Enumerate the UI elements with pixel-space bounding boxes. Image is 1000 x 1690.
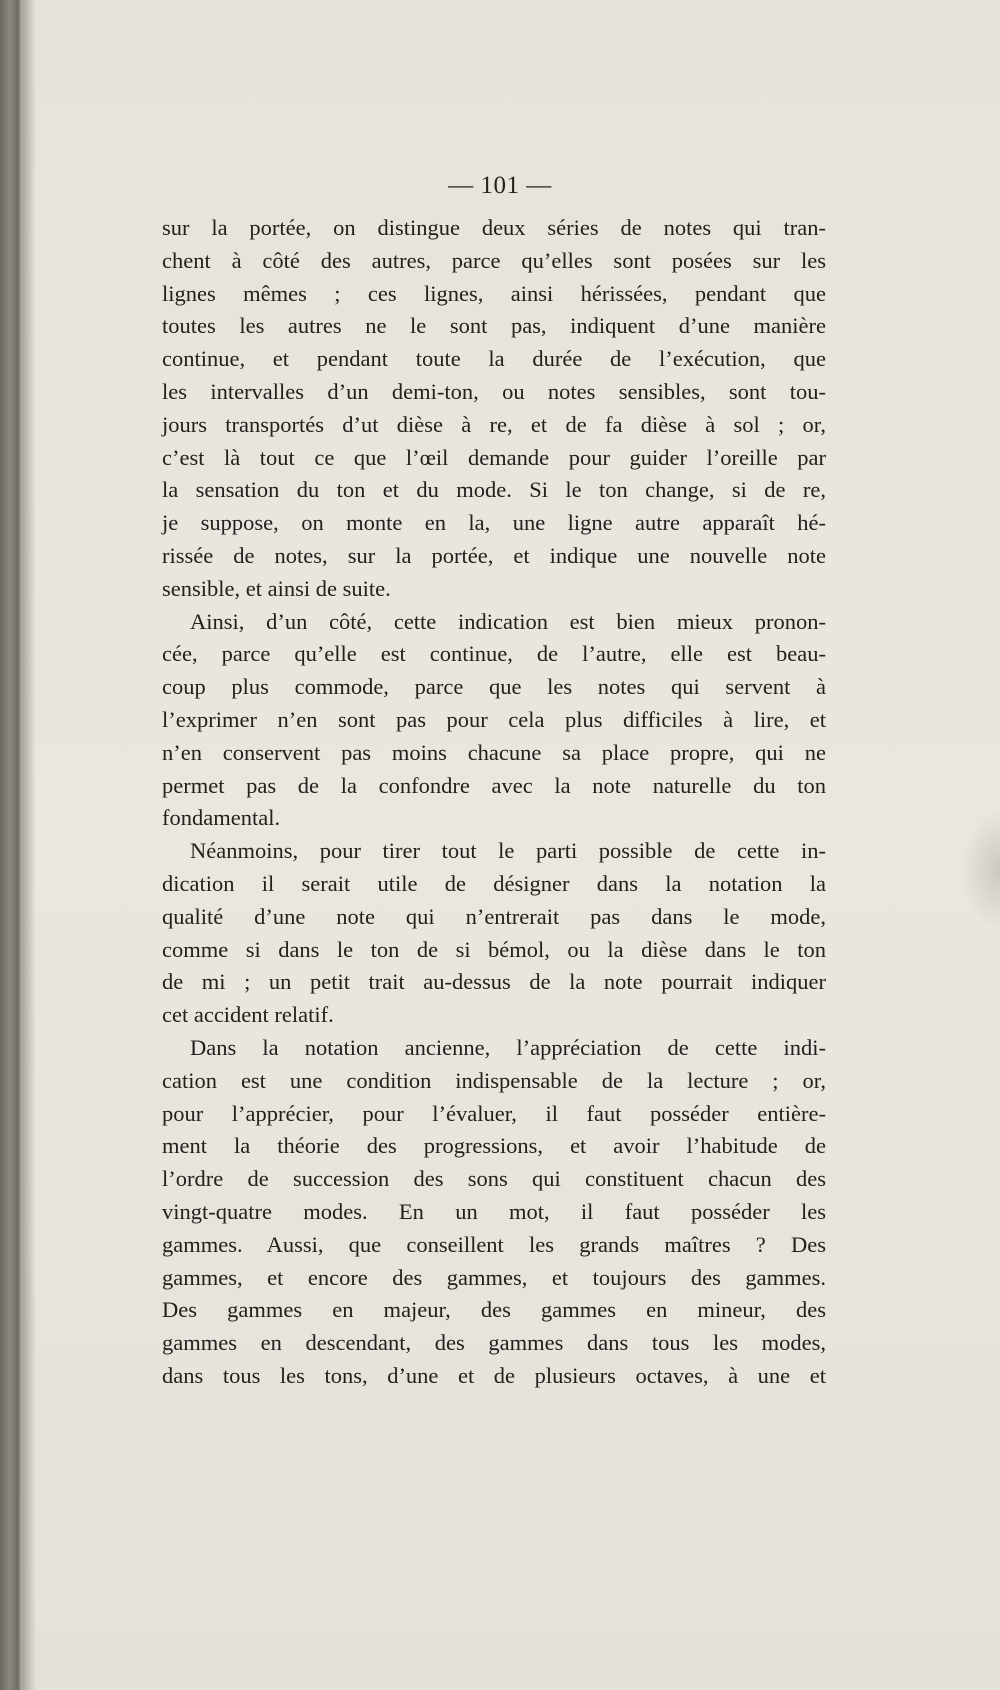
text-line: coup plus commode, parce que les notes qui servent à (162, 674, 826, 700)
text-line: vingt-quatre modes. En un mot, il faut posséder les (162, 1198, 826, 1224)
text-line: Ainsi, d’un côté, cette indication est bien mieux pronon- (190, 608, 826, 634)
text-line: de mi ; un petit trait au-dessus de la note pourrait indiquer (162, 969, 826, 995)
text-line: comme si dans le ton de si bémol, ou la dièse dans le ton (162, 936, 826, 962)
text-line: chent à côté des autres, parce qu’elles sont posées sur les (162, 247, 826, 273)
edge-stain (960, 810, 1000, 930)
text-line: Des gammes en majeur, des gammes en mineur, des (162, 1297, 826, 1323)
text-line: qualité d’une note qui n’entrerait pas dans le mode, (162, 903, 826, 929)
text-line: sur la portée, on distingue deux séries de notes qui tran- (162, 215, 826, 240)
text-line: Néanmoins, pour tirer tout le parti possible de cette in- (190, 838, 826, 864)
text-line: cet accident relatif. (162, 1002, 334, 1028)
page-number: — 101 — (448, 172, 552, 199)
text-line: ment la théorie des progressions, et avoir l’habitude de (162, 1133, 826, 1159)
text-line: Dans la notation ancienne, l’appréciation de cette indi- (190, 1034, 826, 1060)
text-line: sensible, et ainsi de suite. (162, 575, 391, 601)
text-line: toutes les autres ne le sont pas, indiquent d’une manière (162, 313, 826, 339)
text-line: gammes en descendant, des gammes dans tous les modes, (162, 1330, 826, 1356)
text-line: fondamental. (162, 805, 281, 831)
text-line: c’est là tout ce que l’œil demande pour guider l’oreille par (162, 444, 826, 470)
body-text (162, 212, 826, 1393)
text-line: je suppose, on monte en la, une ligne autre apparaît hé- (162, 510, 826, 536)
text-line: dication il serait utile de désigner dans la notation la (162, 870, 826, 896)
text-line: pour l’apprécier, pour l’évaluer, il faut posséder entière- (162, 1100, 826, 1126)
text-line: l’exprimer n’en sont pas pour cela plus difficiles à lire, et (162, 706, 826, 732)
gutter-shadow (22, 0, 36, 1690)
text-line: permet pas de la confondre avec la note naturelle du ton (162, 772, 826, 798)
text-line: lignes mêmes ; ces lignes, ainsi hérissées, pendant que (162, 280, 826, 306)
text-line: rissée de notes, sur la portée, et indique une nouvelle note (162, 542, 826, 568)
text-line: l’ordre de succession des sons qui constituent chacun des (162, 1166, 826, 1192)
text-line: gammes, et encore des gammes, et toujours des gammes. (162, 1264, 826, 1290)
text-line: continue, et pendant toute la durée de l’exécution, que (162, 346, 826, 372)
text-line: cée, parce qu’elle est continue, de l’autre, elle est beau- (162, 641, 826, 667)
text-line: les intervalles d’un demi-ton, ou notes sensibles, sont tou- (162, 378, 826, 404)
text-line: la sensation du ton et du mode. Si le ton change, si de re, (162, 477, 826, 503)
text-line: dans tous les tons, d’une et de plusieurs octaves, à une et (162, 1362, 826, 1388)
text-line: cation est une condition indispensable de la lecture ; or, (162, 1067, 826, 1093)
text-line: gammes. Aussi, que conseillent les grands maîtres ? Des (162, 1231, 826, 1257)
text-line: jours transportés d’ut dièse à re, et de fa dièse à sol ; or, (162, 411, 826, 437)
text-line: n’en conservent pas moins chacune sa place propre, qui ne (162, 739, 826, 765)
